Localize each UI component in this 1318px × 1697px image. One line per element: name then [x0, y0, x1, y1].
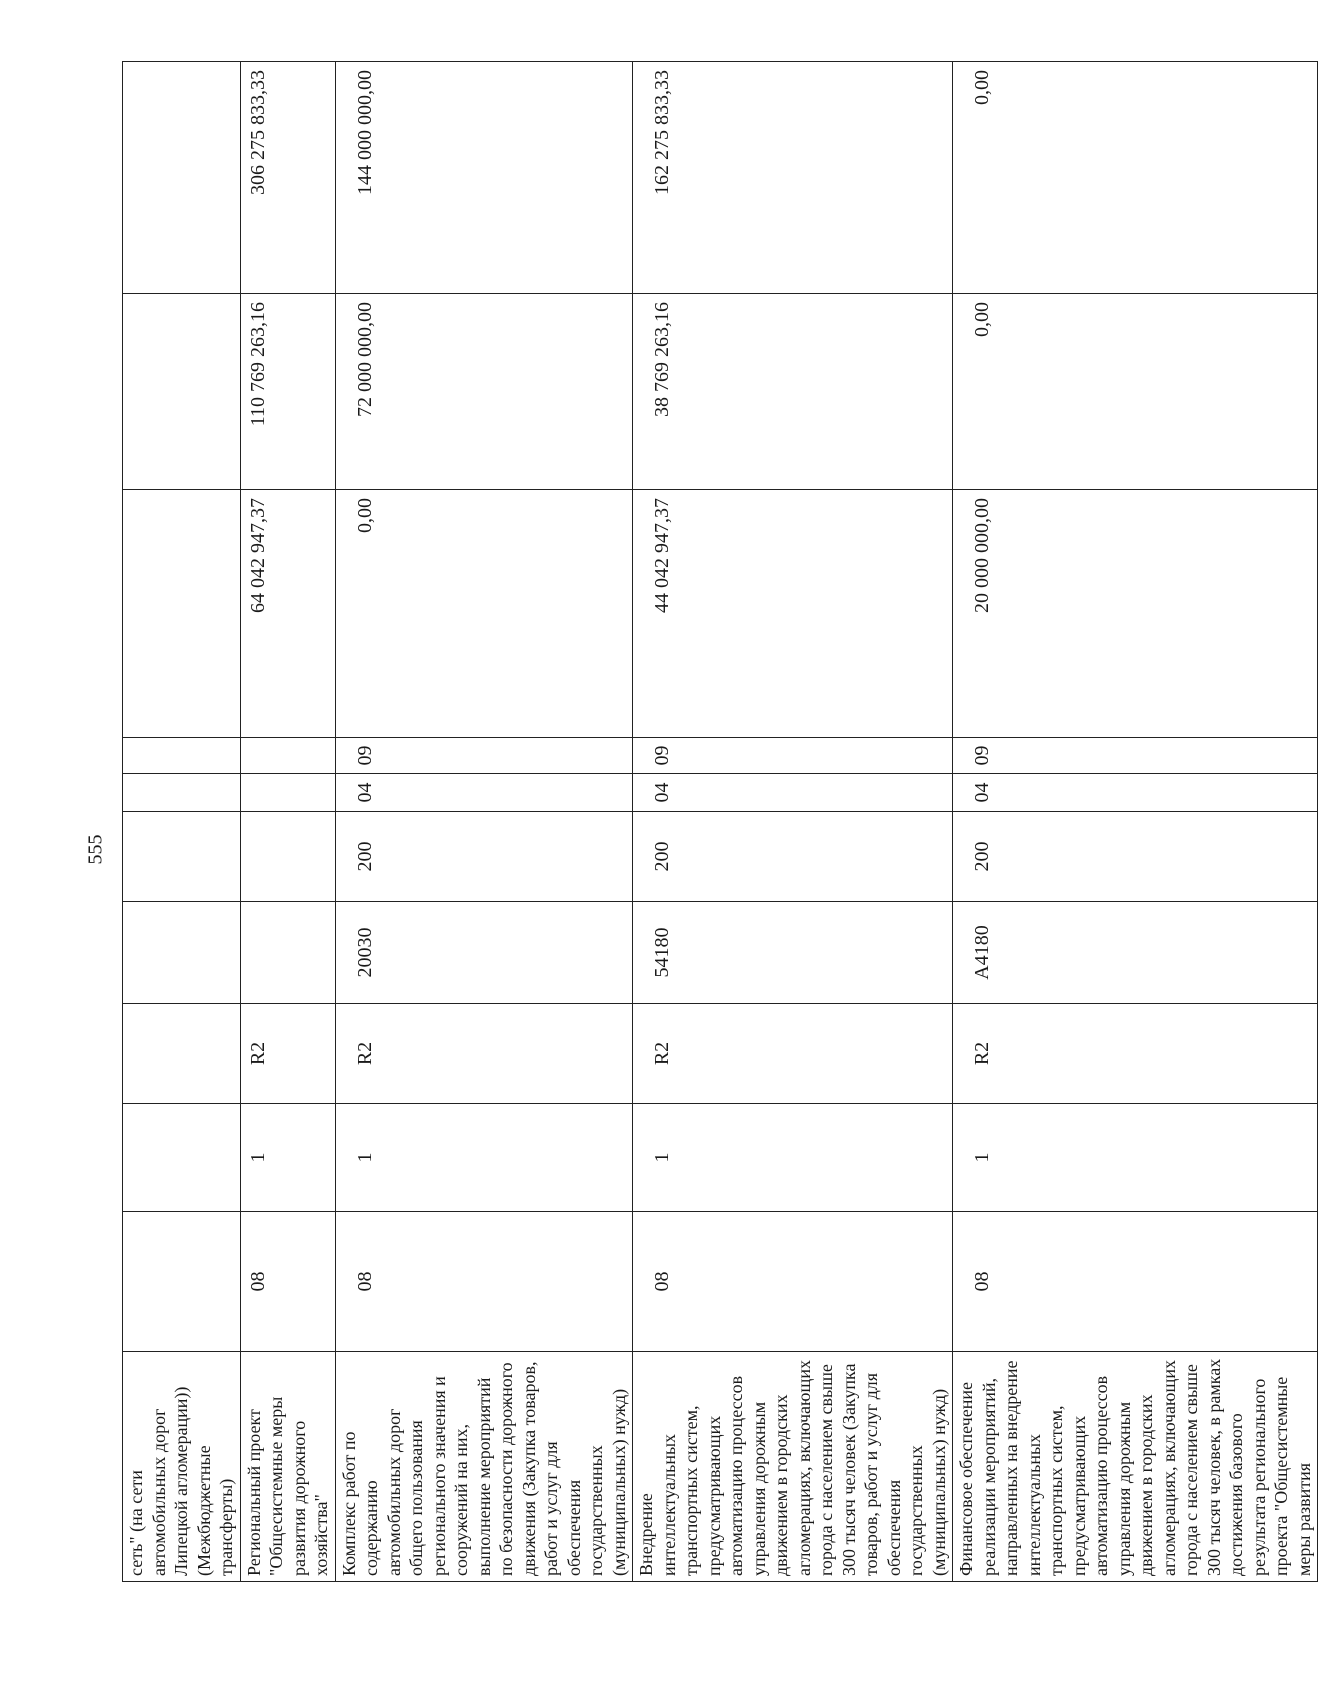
cell-amount-1: 0,00	[335, 490, 633, 738]
cell-subprogram-code: 1	[633, 1104, 953, 1212]
table-row	[240, 62, 335, 1582]
cell-amount-3	[123, 62, 241, 294]
cell-expense-type: 200	[633, 812, 953, 902]
budget-table-rotated	[122, 62, 1314, 1582]
cell-subsection	[240, 738, 335, 774]
cell-program-code: 08	[240, 1212, 335, 1352]
cell-section: 04	[335, 774, 633, 812]
cell-program-code: 08	[953, 1212, 1318, 1352]
cell-subprogram-code	[123, 1104, 241, 1212]
cell-section: 04	[953, 774, 1318, 812]
cell-expense-type	[240, 812, 335, 902]
cell-amount-1: 64 042 947,37	[240, 490, 335, 738]
cell-amount-2: 38 769 263,16	[633, 294, 953, 490]
cell-subsection: 09	[953, 738, 1318, 774]
cell-direction-code: А4180	[953, 902, 1318, 1004]
cell-amount-1	[123, 490, 241, 738]
cell-amount-3: 144 000 000,00	[335, 62, 633, 294]
cell-section: 04	[633, 774, 953, 812]
cell-amount-3: 0,00	[953, 62, 1318, 294]
cell-subprogram-code: 1	[240, 1104, 335, 1212]
cell-amount-2: 110 769 263,16	[240, 294, 335, 490]
row-description: сеть" (на сети автомобильных дорог Липецкой агломерации)) (Межбюджетные трансферты)	[123, 1352, 241, 1582]
cell-project-code: R2	[335, 1004, 633, 1104]
cell-expense-type: 200	[953, 812, 1318, 902]
cell-amount-1: 44 042 947,37	[633, 490, 953, 738]
cell-direction-code: 54180	[633, 902, 953, 1004]
table-row	[335, 62, 633, 1582]
cell-amount-1: 20 000 000,00	[953, 490, 1318, 738]
row-description: Комплекс работ по содержанию автомобильных дорог общего пользования регионального значения и сооружений на них, выполнение мероприятий по безопасности дорожного движения (Закупка товаров, работ и услуг для обеспечения государственных (муниципальных) нужд)	[335, 1352, 633, 1582]
table-row	[123, 62, 241, 1582]
cell-subsection	[123, 738, 241, 774]
cell-amount-2: 0,00	[953, 294, 1318, 490]
cell-expense-type: 200	[335, 812, 633, 902]
row-description: Внедрение интеллектуальных транспортных систем, предусматривающих автоматизацию процессов управления дорожным движением в городских агломерациях, включающих города с населением свыше 300 тысяч человек (Закупка товаров, работ и услуг для обеспечения государственных (муниципальных) нужд)	[633, 1352, 953, 1582]
row-description: Региональный проект "Общесистемные меры развития дорожного хозяйства"	[240, 1352, 335, 1582]
table-row	[633, 62, 953, 1582]
row-description: Финансовое обеспечение реализации мероприятий, направленных на внедрение интеллектуальных транспортных систем, предусматривающих автоматизацию процессов управления дорожным движением в городских агломерациях, включающих города с населением свыше 300 тысяч человек, в рамках достижения базового результата регионального проекта "Общесистемные меры развития	[953, 1352, 1318, 1582]
cell-program-code: 08	[335, 1212, 633, 1352]
cell-amount-2	[123, 294, 241, 490]
cell-subsection: 09	[633, 738, 953, 774]
cell-amount-3: 306 275 833,33	[240, 62, 335, 294]
cell-amount-3: 162 275 833,33	[633, 62, 953, 294]
budget-table	[122, 61, 1318, 1582]
cell-direction-code	[123, 902, 241, 1004]
cell-program-code	[123, 1212, 241, 1352]
cell-project-code: R2	[633, 1004, 953, 1104]
cell-amount-2: 72 000 000,00	[335, 294, 633, 490]
cell-direction-code	[240, 902, 335, 1004]
cell-section	[123, 774, 241, 812]
cell-subsection: 09	[335, 738, 633, 774]
table-row	[953, 62, 1318, 1582]
cell-project-code	[123, 1004, 241, 1104]
cell-direction-code: 20030	[335, 902, 633, 1004]
cell-subprogram-code: 1	[953, 1104, 1318, 1212]
cell-expense-type	[123, 812, 241, 902]
cell-subprogram-code: 1	[335, 1104, 633, 1212]
page-number: 555	[84, 834, 107, 865]
cell-project-code: R2	[240, 1004, 335, 1104]
cell-program-code: 08	[633, 1212, 953, 1352]
cell-section	[240, 774, 335, 812]
cell-project-code: R2	[953, 1004, 1318, 1104]
